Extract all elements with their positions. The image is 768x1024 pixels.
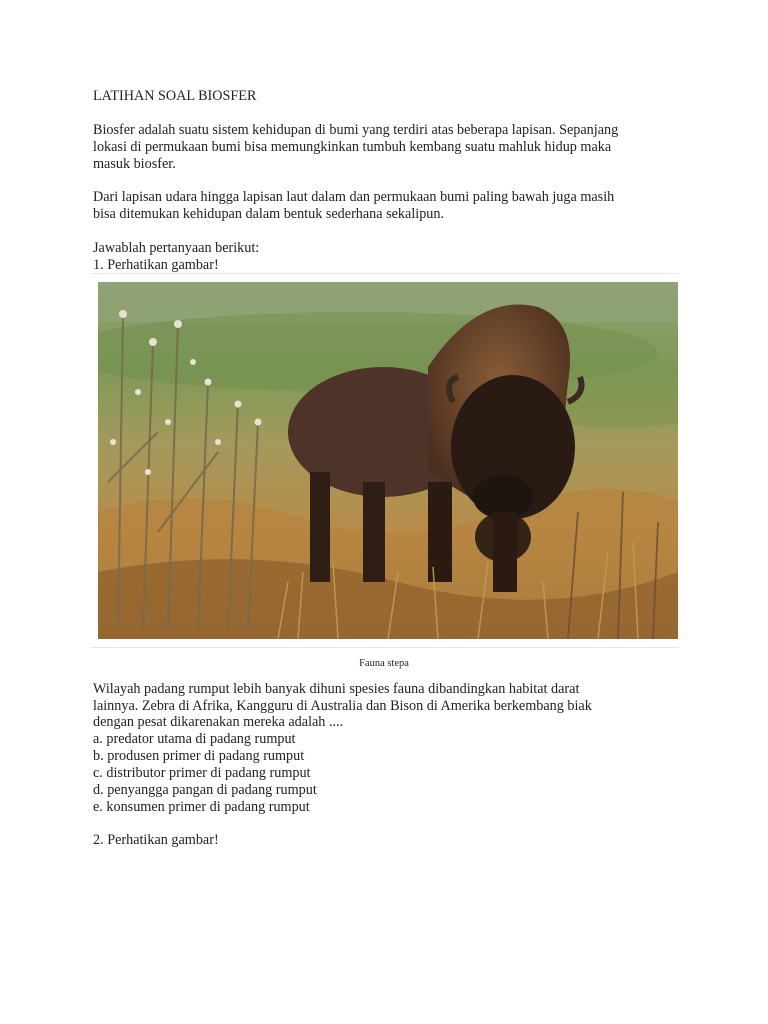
figure-top-divider <box>90 273 679 274</box>
intro-paragraph-line: masuk biosfer. <box>93 156 176 172</box>
answer-option-c: c. distributor primer di padang rumput <box>93 765 311 781</box>
question-1-stem-line: lainnya. Zebra di Afrika, Kangguru di Australia dan Bison di Amerika berkembang biak <box>93 698 592 714</box>
answer-option-d: d. penyangga pangan di padang rumput <box>93 782 317 798</box>
instruction-text: Jawablah pertanyaan berikut: <box>93 240 260 256</box>
question-2-prompt: 2. Perhatikan gambar! <box>93 832 219 848</box>
second-paragraph-line: Dari lapisan udara hingga lapisan laut dalam dan permukaan bumi paling bawah juga masih <box>93 189 615 205</box>
answer-option-b: b. produsen primer di padang rumput <box>93 748 305 764</box>
question-1-prompt: 1. Perhatikan gambar! <box>93 257 219 273</box>
question-1-stem-line: Wilayah padang rumput lebih banyak dihuni spesies fauna dibandingkan habitat darat <box>93 681 580 697</box>
second-paragraph-line: bisa ditemukan kehidupan dalam bentuk sederhana sekalipun. <box>93 206 445 222</box>
figure-caption: Fauna stepa <box>359 658 409 669</box>
figure-bottom-divider <box>90 647 679 648</box>
bison-photo <box>98 282 678 639</box>
answer-option-e: e. konsumen primer di padang rumput <box>93 799 310 815</box>
answer-option-a: a. predator utama di padang rumput <box>93 731 296 747</box>
intro-paragraph-line: lokasi di permukaan bumi bisa memungkinkan tumbuh kembang suatu mahluk hidup maka <box>93 139 612 155</box>
question-1-stem-line: dengan pesat dikarenakan mereka adalah .... <box>93 714 344 730</box>
document-title: LATIHAN SOAL BIOSFER <box>93 88 257 104</box>
intro-paragraph-line: Biosfer adalah suatu sistem kehidupan di bumi yang terdiri atas beberapa lapisan. Sepanjang <box>93 122 619 138</box>
